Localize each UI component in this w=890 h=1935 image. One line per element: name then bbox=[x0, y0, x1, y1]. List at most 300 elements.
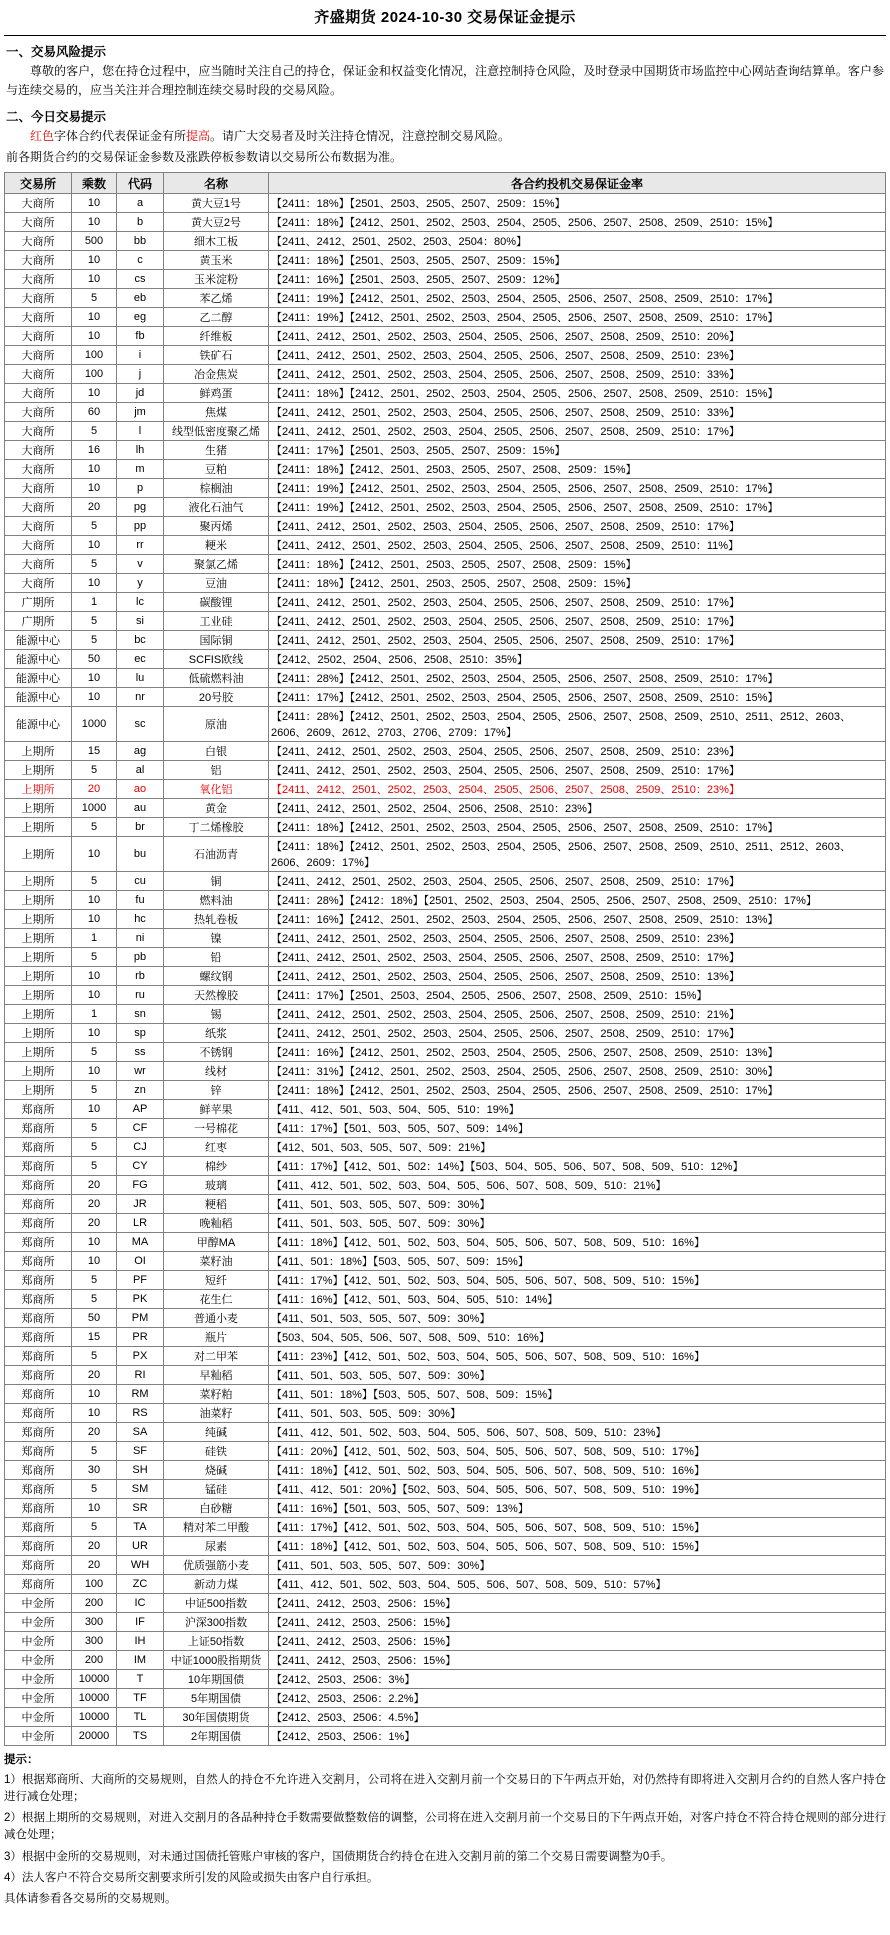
table-row bbox=[5, 1594, 886, 1613]
cell-exchange: 能源中心 bbox=[5, 650, 72, 669]
table-row bbox=[5, 1157, 886, 1176]
cell-code: b bbox=[117, 213, 164, 232]
cell-exchange: 郑商所 bbox=[5, 1309, 72, 1328]
cell-exchange: 郑商所 bbox=[5, 1518, 72, 1537]
cell-exchange: 能源中心 bbox=[5, 669, 72, 688]
cell-multiplier: 5 bbox=[72, 1081, 117, 1100]
cell-name: 短纤 bbox=[164, 1271, 269, 1290]
cell-exchange: 中金所 bbox=[5, 1670, 72, 1689]
margin-rate-table bbox=[4, 172, 886, 1746]
cell-multiplier: 10 bbox=[72, 986, 117, 1005]
cell-rate: 【2411：19%】【2412、2501、2502、2503、2504、2505、2506、2507、2508、2509、2510：17%】 bbox=[269, 479, 886, 498]
cell-code: pp bbox=[117, 517, 164, 536]
table-row bbox=[5, 818, 886, 837]
cell-name: 玉米淀粉 bbox=[164, 270, 269, 289]
table-row bbox=[5, 688, 886, 707]
cell-code: PM bbox=[117, 1309, 164, 1328]
cell-code: pg bbox=[117, 498, 164, 517]
cell-name: 一号棉花 bbox=[164, 1119, 269, 1138]
cell-exchange: 中金所 bbox=[5, 1727, 72, 1746]
cell-exchange: 郑商所 bbox=[5, 1423, 72, 1442]
cell-multiplier: 20 bbox=[72, 1537, 117, 1556]
cell-exchange: 大商所 bbox=[5, 460, 72, 479]
cell-exchange: 郑商所 bbox=[5, 1385, 72, 1404]
section-risk-heading: 一、交易风险提示 bbox=[6, 45, 107, 59]
cell-exchange: 上期所 bbox=[5, 761, 72, 780]
cell-name: 20号胶 bbox=[164, 688, 269, 707]
table-row bbox=[5, 1423, 886, 1442]
table-row bbox=[5, 346, 886, 365]
cell-name: 油菜籽 bbox=[164, 1404, 269, 1423]
highlight-post-text: 。请广大交易者及时关注持仓情况，注意控制交易风险。 bbox=[210, 129, 511, 144]
table-row bbox=[5, 308, 886, 327]
cell-multiplier: 10 bbox=[72, 1024, 117, 1043]
cell-code: eb bbox=[117, 289, 164, 308]
cell-exchange: 郑商所 bbox=[5, 1271, 72, 1290]
cell-multiplier: 10 bbox=[72, 910, 117, 929]
cell-exchange: 上期所 bbox=[5, 929, 72, 948]
cell-exchange: 郑商所 bbox=[5, 1480, 72, 1499]
cell-exchange: 中金所 bbox=[5, 1708, 72, 1727]
cell-rate: 【411、501、503、505、507、509：30%】 bbox=[269, 1195, 886, 1214]
table-row bbox=[5, 460, 886, 479]
cell-exchange: 大商所 bbox=[5, 289, 72, 308]
cell-code: UR bbox=[117, 1537, 164, 1556]
cell-rate: 【2411、2412、2501、2502、2503、2504、2505、2506、2507、2508、2509、2510：17%】 bbox=[269, 593, 886, 612]
cell-rate: 【2412、2503、2506：3%】 bbox=[269, 1670, 886, 1689]
cell-multiplier: 10 bbox=[72, 688, 117, 707]
table-row bbox=[5, 1271, 886, 1290]
cell-rate: 【2411：17%】【2412、2501、2502、2503、2504、2505、2506、2507、2508、2509、2510：15%】 bbox=[269, 688, 886, 707]
cell-rate: 【2411、2412、2501、2502、2503、2504、2505、2506、2507、2508、2509、2510：33%】 bbox=[269, 365, 886, 384]
cell-code: IM bbox=[117, 1651, 164, 1670]
highlight-red-increase-label: 提高 bbox=[186, 129, 211, 144]
cell-name: 热轧卷板 bbox=[164, 910, 269, 929]
cell-rate: 【2411：18%】【2412、2501、2502、2503、2504、2505、2506、2507、2508、2509、2510：15%】 bbox=[269, 384, 886, 403]
cell-name: 白砂糖 bbox=[164, 1499, 269, 1518]
cell-multiplier: 10 bbox=[72, 837, 117, 872]
table-row bbox=[5, 1708, 886, 1727]
cell-rate: 【2411、2412、2501、2502、2503、2504、2505、2506、2507、2508、2509、2510：21%】 bbox=[269, 1005, 886, 1024]
cell-name: 甲醇MA bbox=[164, 1233, 269, 1252]
cell-code: bb bbox=[117, 232, 164, 251]
table-row bbox=[5, 1651, 886, 1670]
cell-name: 线型低密度聚乙烯 bbox=[164, 422, 269, 441]
cell-exchange: 郑商所 bbox=[5, 1290, 72, 1309]
cell-rate: 【2411、2412、2501、2502、2503、2504、2505、2506、2507、2508、2509、2510：17%】 bbox=[269, 948, 886, 967]
cell-exchange: 能源中心 bbox=[5, 688, 72, 707]
cell-multiplier: 5 bbox=[72, 612, 117, 631]
cell-multiplier: 1 bbox=[72, 1005, 117, 1024]
cell-rate: 【2411：19%】【2412、2501、2502、2503、2504、2505、2506、2507、2508、2509、2510：17%】 bbox=[269, 289, 886, 308]
cell-multiplier: 5 bbox=[72, 422, 117, 441]
cell-multiplier: 10 bbox=[72, 1100, 117, 1119]
cell-exchange: 郑商所 bbox=[5, 1499, 72, 1518]
cell-exchange: 能源中心 bbox=[5, 631, 72, 650]
cell-multiplier: 10 bbox=[72, 1385, 117, 1404]
cell-code: fb bbox=[117, 327, 164, 346]
cell-name: 苯乙烯 bbox=[164, 289, 269, 308]
cell-code: CY bbox=[117, 1157, 164, 1176]
cell-code: v bbox=[117, 555, 164, 574]
cell-rate: 【2411：18%】【2501、2503、2505、2507、2509：15%】 bbox=[269, 194, 886, 213]
cell-name: 线材 bbox=[164, 1062, 269, 1081]
cell-code: sn bbox=[117, 1005, 164, 1024]
cell-code: si bbox=[117, 612, 164, 631]
cell-rate: 【412、501、503、505、507、509：21%】 bbox=[269, 1138, 886, 1157]
cell-rate: 【2412、2503、2506：4.5%】 bbox=[269, 1708, 886, 1727]
cell-exchange: 上期所 bbox=[5, 799, 72, 818]
cell-name: 白银 bbox=[164, 742, 269, 761]
cell-rate: 【2411、2412、2503、2506：15%】 bbox=[269, 1651, 886, 1670]
table-row bbox=[5, 536, 886, 555]
cell-code: ZC bbox=[117, 1575, 164, 1594]
cell-name: 优质强筋小麦 bbox=[164, 1556, 269, 1575]
cell-exchange: 大商所 bbox=[5, 346, 72, 365]
table-row bbox=[5, 1385, 886, 1404]
cell-code: ao bbox=[117, 780, 164, 799]
cell-code: al bbox=[117, 761, 164, 780]
table-row bbox=[5, 422, 886, 441]
cell-name: 早籼稻 bbox=[164, 1366, 269, 1385]
cell-rate: 【2411：18%】【2412、2501、2502、2503、2504、2505、2506、2507、2508、2509、2510、2511、2512、2603、2606、2609：17%】 bbox=[269, 837, 886, 872]
cell-multiplier: 20 bbox=[72, 1556, 117, 1575]
table-row bbox=[5, 1366, 886, 1385]
cell-rate: 【2411、2412、2501、2502、2503、2504、2505、2506、2507、2508、2509、2510：20%】 bbox=[269, 327, 886, 346]
cell-multiplier: 10000 bbox=[72, 1689, 117, 1708]
table-row bbox=[5, 1290, 886, 1309]
cell-multiplier: 20 bbox=[72, 1195, 117, 1214]
cell-rate: 【2411：18%】【2501、2503、2505、2507、2509：15%】 bbox=[269, 251, 886, 270]
cell-rate: 【2411、2412、2503、2506：15%】 bbox=[269, 1594, 886, 1613]
table-row bbox=[5, 1309, 886, 1328]
cell-exchange: 中金所 bbox=[5, 1689, 72, 1708]
cell-code: TA bbox=[117, 1518, 164, 1537]
cell-multiplier: 5 bbox=[72, 289, 117, 308]
cell-exchange: 郑商所 bbox=[5, 1347, 72, 1366]
cell-rate: 【411、501、503、505、509：30%】 bbox=[269, 1404, 886, 1423]
highlight-red-color-label: 红色 bbox=[30, 129, 55, 144]
cell-multiplier: 20 bbox=[72, 1176, 117, 1195]
notes-list bbox=[4, 1772, 886, 1909]
cell-name: 氧化铝 bbox=[164, 780, 269, 799]
cell-multiplier: 16 bbox=[72, 441, 117, 460]
cell-name: 聚丙烯 bbox=[164, 517, 269, 536]
table-row bbox=[5, 1233, 886, 1252]
cell-rate: 【411、501、503、505、507、509：30%】 bbox=[269, 1556, 886, 1575]
section-today-paragraph-2: 前各期货合约的交易保证金参数及涨跌停板参数请以交易所公布数据为准。 bbox=[6, 149, 403, 164]
cell-exchange: 大商所 bbox=[5, 384, 72, 403]
cell-exchange: 大商所 bbox=[5, 574, 72, 593]
table-row bbox=[5, 517, 886, 536]
cell-name: 上证50指数 bbox=[164, 1632, 269, 1651]
cell-exchange: 郑商所 bbox=[5, 1328, 72, 1347]
cell-multiplier: 5 bbox=[72, 1518, 117, 1537]
cell-name: 液化石油气 bbox=[164, 498, 269, 517]
cell-code: MA bbox=[117, 1233, 164, 1252]
cell-code: rr bbox=[117, 536, 164, 555]
cell-exchange: 能源中心 bbox=[5, 707, 72, 742]
cell-code: wr bbox=[117, 1062, 164, 1081]
cell-rate: 【411：18%】【412、501、502、503、504、505、506、507、508、509、510：16%】 bbox=[269, 1233, 886, 1252]
cell-code: IH bbox=[117, 1632, 164, 1651]
cell-code: SA bbox=[117, 1423, 164, 1442]
table-row bbox=[5, 1537, 886, 1556]
cell-name: 纸浆 bbox=[164, 1024, 269, 1043]
cell-code: JR bbox=[117, 1195, 164, 1214]
cell-code: sc bbox=[117, 707, 164, 742]
cell-rate: 【2411、2412、2503、2506：15%】 bbox=[269, 1632, 886, 1651]
cell-name: 黄玉米 bbox=[164, 251, 269, 270]
cell-name: 粳稻 bbox=[164, 1195, 269, 1214]
cell-name: 硅铁 bbox=[164, 1442, 269, 1461]
cell-rate: 【411、501、503、505、507、509：30%】 bbox=[269, 1214, 886, 1233]
cell-name: 新动力煤 bbox=[164, 1575, 269, 1594]
cell-rate: 【411、501：18%】【503、505、507、509：15%】 bbox=[269, 1252, 886, 1271]
cell-exchange: 大商所 bbox=[5, 251, 72, 270]
cell-rate: 【2411：18%】【2412、2501、2503、2505、2507、2508、2509：15%】 bbox=[269, 574, 886, 593]
cell-code: SF bbox=[117, 1442, 164, 1461]
cell-multiplier: 100 bbox=[72, 1575, 117, 1594]
cell-multiplier: 10 bbox=[72, 194, 117, 213]
cell-code: SR bbox=[117, 1499, 164, 1518]
cell-rate: 【411、412、501、502、503、504、505、506、507、508、509、510：57%】 bbox=[269, 1575, 886, 1594]
cell-code: TS bbox=[117, 1727, 164, 1746]
table-row bbox=[5, 929, 886, 948]
table-row bbox=[5, 194, 886, 213]
cell-exchange: 上期所 bbox=[5, 910, 72, 929]
cell-exchange: 大商所 bbox=[5, 194, 72, 213]
cell-name: 棉纱 bbox=[164, 1157, 269, 1176]
cell-name: 天然橡胶 bbox=[164, 986, 269, 1005]
cell-exchange: 上期所 bbox=[5, 986, 72, 1005]
cell-multiplier: 20 bbox=[72, 780, 117, 799]
cell-name: 镍 bbox=[164, 929, 269, 948]
cell-exchange: 大商所 bbox=[5, 232, 72, 251]
cell-exchange: 郑商所 bbox=[5, 1176, 72, 1195]
cell-code: zn bbox=[117, 1081, 164, 1100]
cell-multiplier: 5 bbox=[72, 1480, 117, 1499]
cell-exchange: 郑商所 bbox=[5, 1442, 72, 1461]
cell-code: lh bbox=[117, 441, 164, 460]
cell-code: CF bbox=[117, 1119, 164, 1138]
cell-rate: 【2411：28%】【2412、2501、2502、2503、2504、2505、2506、2507、2508、2509、2510：17%】 bbox=[269, 669, 886, 688]
table-row bbox=[5, 1461, 886, 1480]
note-item: 具体请参看各交易所的交易规则。 bbox=[4, 1893, 177, 1906]
cell-exchange: 大商所 bbox=[5, 365, 72, 384]
cell-code: rb bbox=[117, 967, 164, 986]
table-row bbox=[5, 799, 886, 818]
cell-exchange: 郑商所 bbox=[5, 1214, 72, 1233]
cell-code: SH bbox=[117, 1461, 164, 1480]
cell-rate: 【411、501：18%】【503、505、507、508、509：15%】 bbox=[269, 1385, 886, 1404]
table-row bbox=[5, 1689, 886, 1708]
table-row bbox=[5, 967, 886, 986]
cell-exchange: 上期所 bbox=[5, 837, 72, 872]
cell-code: fu bbox=[117, 891, 164, 910]
cell-multiplier: 5 bbox=[72, 1271, 117, 1290]
cell-multiplier: 10 bbox=[72, 891, 117, 910]
table-row bbox=[5, 1024, 886, 1043]
cell-code: AP bbox=[117, 1100, 164, 1119]
table-row bbox=[5, 384, 886, 403]
table-row bbox=[5, 612, 886, 631]
cell-code: PX bbox=[117, 1347, 164, 1366]
cell-multiplier: 60 bbox=[72, 403, 117, 422]
cell-name: 10年期国债 bbox=[164, 1670, 269, 1689]
cell-code: WH bbox=[117, 1556, 164, 1575]
cell-multiplier: 50 bbox=[72, 1309, 117, 1328]
table-row bbox=[5, 1480, 886, 1499]
cell-rate: 【2411：18%】【2412、2501、2503、2505、2507、2508、2509：15%】 bbox=[269, 460, 886, 479]
cell-exchange: 大商所 bbox=[5, 327, 72, 346]
table-row bbox=[5, 1043, 886, 1062]
cell-multiplier: 10 bbox=[72, 213, 117, 232]
cell-multiplier: 30 bbox=[72, 1461, 117, 1480]
table-row bbox=[5, 1499, 886, 1518]
cell-multiplier: 10 bbox=[72, 479, 117, 498]
cell-rate: 【411：23%】【412、501、502、503、504、505、506、507、508、509、510：16%】 bbox=[269, 1347, 886, 1366]
cell-rate: 【2411、2412、2501、2502、2503、2504、2505、2506、2507、2508、2509、2510：17%】 bbox=[269, 422, 886, 441]
cell-code: a bbox=[117, 194, 164, 213]
cell-rate: 【2411、2412、2501、2502、2503、2504、2505、2506、2507、2508、2509、2510：13%】 bbox=[269, 967, 886, 986]
cell-exchange: 中金所 bbox=[5, 1632, 72, 1651]
cell-exchange: 中金所 bbox=[5, 1613, 72, 1632]
cell-name: 低硫燃料油 bbox=[164, 669, 269, 688]
notes-heading: 提示： bbox=[4, 1754, 39, 1767]
table-row bbox=[5, 1100, 886, 1119]
cell-rate: 【2411：17%】【2501、2503、2504、2505、2506、2507、2508、2509、2510：15%】 bbox=[269, 986, 886, 1005]
table-row bbox=[5, 948, 886, 967]
cell-name: 原油 bbox=[164, 707, 269, 742]
cell-multiplier: 10 bbox=[72, 327, 117, 346]
cell-name: 聚氯乙烯 bbox=[164, 555, 269, 574]
cell-multiplier: 300 bbox=[72, 1632, 117, 1651]
cell-exchange: 郑商所 bbox=[5, 1100, 72, 1119]
cell-multiplier: 5 bbox=[72, 761, 117, 780]
cell-exchange: 中金所 bbox=[5, 1594, 72, 1613]
cell-multiplier: 50 bbox=[72, 650, 117, 669]
cell-rate: 【2411：17%】【2501、2503、2505、2507、2509：15%】 bbox=[269, 441, 886, 460]
cell-name: 丁二烯橡胶 bbox=[164, 818, 269, 837]
table-row bbox=[5, 1005, 886, 1024]
cell-multiplier: 5 bbox=[72, 872, 117, 891]
cell-name: 铝 bbox=[164, 761, 269, 780]
cell-rate: 【2411：28%】【2412：18%】【2501、2502、2503、2504、2505、2506、2507、2508、2509、2510：17%】 bbox=[269, 891, 886, 910]
cell-rate: 【2411、2412、2501、2502、2503、2504、2505、2506、2507、2508、2509、2510：17%】 bbox=[269, 761, 886, 780]
cell-code: au bbox=[117, 799, 164, 818]
cell-multiplier: 200 bbox=[72, 1594, 117, 1613]
cell-multiplier: 10000 bbox=[72, 1670, 117, 1689]
column-header-rate: 各合约投机交易保证金率 bbox=[269, 173, 886, 194]
cell-name: 红枣 bbox=[164, 1138, 269, 1157]
table-row bbox=[5, 910, 886, 929]
cell-name: 晚籼稻 bbox=[164, 1214, 269, 1233]
cell-multiplier: 10 bbox=[72, 536, 117, 555]
table-row bbox=[5, 574, 886, 593]
cell-exchange: 郑商所 bbox=[5, 1537, 72, 1556]
cell-exchange: 大商所 bbox=[5, 536, 72, 555]
cell-name: 粳米 bbox=[164, 536, 269, 555]
cell-multiplier: 10 bbox=[72, 1062, 117, 1081]
cell-name: 精对苯二甲酸 bbox=[164, 1518, 269, 1537]
note-item: 2）根据上期所的交易规则，对进入交割月的各品种持仓手数需要做整数倍的调整，公司将在进入交割月前一个交易日的下午两点开始，对客户持仓不符合持仓规则的部分进行减仓处理； bbox=[4, 1812, 886, 1842]
cell-exchange: 大商所 bbox=[5, 479, 72, 498]
cell-rate: 【2411：16%】【2501、2503、2505、2507、2509：12%】 bbox=[269, 270, 886, 289]
table-row bbox=[5, 891, 886, 910]
cell-name: 2年期国债 bbox=[164, 1727, 269, 1746]
cell-name: 黄金 bbox=[164, 799, 269, 818]
cell-code: PF bbox=[117, 1271, 164, 1290]
cell-exchange: 大商所 bbox=[5, 555, 72, 574]
cell-rate: 【411：18%】【412、501、502、503、504、505、506、507、508、509、510：16%】 bbox=[269, 1461, 886, 1480]
cell-exchange: 郑商所 bbox=[5, 1119, 72, 1138]
cell-exchange: 大商所 bbox=[5, 422, 72, 441]
cell-exchange: 郑商所 bbox=[5, 1195, 72, 1214]
cell-code: i bbox=[117, 346, 164, 365]
cell-multiplier: 1 bbox=[72, 929, 117, 948]
cell-exchange: 上期所 bbox=[5, 818, 72, 837]
cell-multiplier: 10000 bbox=[72, 1708, 117, 1727]
cell-exchange: 上期所 bbox=[5, 1005, 72, 1024]
cell-exchange: 上期所 bbox=[5, 967, 72, 986]
cell-multiplier: 10 bbox=[72, 251, 117, 270]
cell-code: c bbox=[117, 251, 164, 270]
cell-exchange: 郑商所 bbox=[5, 1252, 72, 1271]
cell-multiplier: 20000 bbox=[72, 1727, 117, 1746]
table-row bbox=[5, 213, 886, 232]
cell-rate: 【2411、2412、2501、2502、2503、2504、2505、2506、2507、2508、2509、2510：17%】 bbox=[269, 872, 886, 891]
table-row bbox=[5, 1195, 886, 1214]
cell-rate: 【411：20%】【412、501、502、503、504、505、506、507、508、509、510：17%】 bbox=[269, 1442, 886, 1461]
cell-code: nr bbox=[117, 688, 164, 707]
table-row bbox=[5, 742, 886, 761]
table-row bbox=[5, 669, 886, 688]
table-row bbox=[5, 555, 886, 574]
cell-code: cu bbox=[117, 872, 164, 891]
table-row bbox=[5, 251, 886, 270]
cell-rate: 【411：17%】【501、503、505、507、509：14%】 bbox=[269, 1119, 886, 1138]
cell-multiplier: 200 bbox=[72, 1651, 117, 1670]
cell-multiplier: 1000 bbox=[72, 707, 117, 742]
table-row bbox=[5, 1518, 886, 1537]
cell-multiplier: 5 bbox=[72, 1119, 117, 1138]
cell-name: 中证500指数 bbox=[164, 1594, 269, 1613]
cell-multiplier: 5 bbox=[72, 1043, 117, 1062]
cell-multiplier: 5 bbox=[72, 1347, 117, 1366]
cell-exchange: 上期所 bbox=[5, 948, 72, 967]
cell-rate: 【2411、2412、2501、2502、2503、2504、2505、2506、2507、2508、2509、2510：33%】 bbox=[269, 403, 886, 422]
table-row bbox=[5, 650, 886, 669]
cell-exchange: 广期所 bbox=[5, 593, 72, 612]
cell-code: bu bbox=[117, 837, 164, 872]
section-today-heading: 二、今日交易提示 bbox=[6, 110, 107, 125]
cell-rate: 【411、412、501、503、504、505、510：19%】 bbox=[269, 1100, 886, 1119]
cell-name: 工业硅 bbox=[164, 612, 269, 631]
cell-multiplier: 10 bbox=[72, 967, 117, 986]
cell-code: RS bbox=[117, 1404, 164, 1423]
cell-multiplier: 300 bbox=[72, 1613, 117, 1632]
table-body bbox=[5, 194, 886, 1746]
table-row bbox=[5, 1176, 886, 1195]
cell-exchange: 大商所 bbox=[5, 498, 72, 517]
cell-exchange: 上期所 bbox=[5, 1043, 72, 1062]
cell-exchange: 郑商所 bbox=[5, 1157, 72, 1176]
cell-exchange: 上期所 bbox=[5, 891, 72, 910]
cell-multiplier: 20 bbox=[72, 498, 117, 517]
cell-rate: 【411：16%】【412、501、503、504、505、510：14%】 bbox=[269, 1290, 886, 1309]
cell-exchange: 上期所 bbox=[5, 872, 72, 891]
